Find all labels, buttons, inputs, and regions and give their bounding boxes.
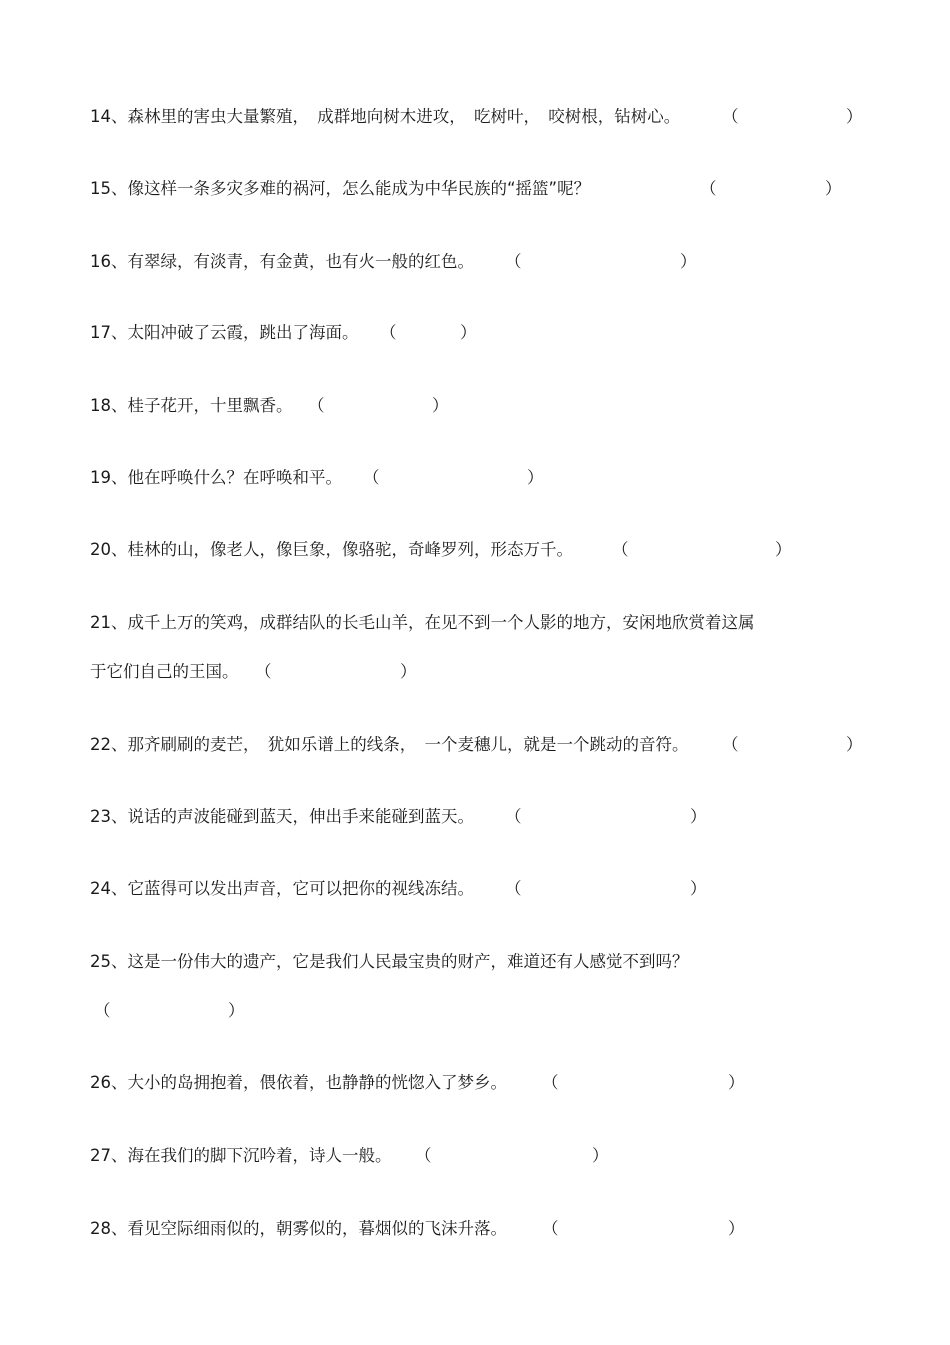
question-text: 海在我们的脚下沉吟着，诗人一般。 (127, 1146, 392, 1165)
answer-open-paren: （ (722, 107, 739, 126)
question-text: 它蓝得可以发出声音，它可以把你的视线冻结。 (127, 879, 474, 898)
answer-close-paren: ） (846, 735, 863, 754)
question-text: 他在呼唤什么？在呼唤和平。 (127, 468, 342, 487)
answer-open-paren: （ (415, 1146, 432, 1165)
question-text: 桂林的山，像老人，像巨象，像骆驼，奇峰罗列，形态万千。 (127, 540, 573, 559)
question-text: 成千上万的笑鸡，成群结队的长毛山羊，在见不到一个人影的地方，安闲地欣赏着这属 (127, 613, 755, 632)
answer-open-paren: （ (722, 735, 739, 754)
answer-close-paren: ） (728, 1219, 745, 1238)
question-20 (90, 538, 573, 562)
question-number: 28、 (90, 1219, 128, 1238)
question-number: 14、 (90, 107, 128, 126)
question-number: 21、 (90, 613, 128, 632)
question-28 (90, 1217, 507, 1241)
question-number: 18、 (90, 396, 128, 415)
question-text: 那齐刷刷的麦芒， 犹如乐谱上的线条， 一个麦穗儿，就是一个跳动的音符。 (127, 735, 689, 754)
question-21 (90, 611, 755, 635)
answer-open-paren: （ (542, 1073, 559, 1092)
question-22 (90, 733, 689, 757)
question-16 (90, 250, 474, 274)
question-24 (90, 877, 474, 901)
question-number: 15、 (90, 179, 128, 198)
answer-open-paren: （ (363, 468, 380, 487)
question-number: 16、 (90, 252, 128, 271)
question-26 (90, 1071, 507, 1095)
question-number: 17、 (90, 323, 128, 342)
question-14 (90, 105, 680, 129)
answer-close-paren: ） (592, 1146, 609, 1165)
question-text: 森林里的害虫大量繁殖， 成群地向树木进攻， 吃树叶， 咬树根，钻树心。 (127, 107, 681, 126)
question-27 (90, 1144, 392, 1168)
answer-open-paren: （ (542, 1219, 559, 1238)
question-text: 太阳冲破了云霞，跳出了海面。 (127, 323, 359, 342)
question-23 (90, 805, 474, 829)
answer-open-paren: （ (612, 540, 629, 559)
question-number: 19、 (90, 468, 128, 487)
question-21-continuation: 于它们自己的王国。 (90, 662, 239, 681)
answer-close-paren: ） (775, 540, 792, 559)
answer-open-paren: （ (505, 252, 522, 271)
question-19 (90, 466, 342, 490)
question-number: 20、 (90, 540, 128, 559)
answer-close-paren: ） (680, 252, 697, 271)
answer-close-paren: ） (846, 107, 863, 126)
question-number: 26、 (90, 1073, 128, 1092)
answer-close-paren: ） (527, 468, 544, 487)
question-number: 27、 (90, 1146, 128, 1165)
answer-close-paren: ） (690, 807, 707, 826)
answer-open-paren: （ (505, 879, 522, 898)
question-number: 23、 (90, 807, 128, 826)
question-text: 有翠绿，有淡青，有金黄，也有火一般的红色。 (127, 252, 474, 271)
answer-close-paren: ） (825, 179, 842, 198)
answer-close-paren: ） (400, 662, 417, 681)
answer-open-paren: （ (505, 807, 522, 826)
question-text: 桂子花开，十里飘香。 (127, 396, 293, 415)
question-text: 看见空际细雨似的，朝雾似的，暮烟似的飞沫升落。 (127, 1219, 507, 1238)
answer-close-paren: ） (460, 323, 477, 342)
question-17 (90, 321, 359, 345)
answer-open-paren: （ (308, 396, 325, 415)
question-18 (90, 394, 293, 418)
answer-close-paren: ） (432, 396, 449, 415)
question-text: 像这样一条多灾多难的祸河，怎么能成为中华民族的“摇篮”呢？ (127, 179, 591, 198)
question-number: 25、 (90, 952, 128, 971)
answer-open-paren: （ (94, 1001, 111, 1020)
question-25 (90, 950, 689, 974)
question-15 (90, 177, 590, 201)
answer-open-paren: （ (700, 179, 717, 198)
answer-open-paren: （ (380, 323, 397, 342)
question-number: 24、 (90, 879, 128, 898)
question-number: 22、 (90, 735, 128, 754)
answer-close-paren: ） (228, 1001, 245, 1020)
question-text: 这是一份伟大的遗产，它是我们人民最宝贵的财产，难道还有人感觉不到吗？ (127, 952, 689, 971)
question-text: 说话的声波能碰到蓝天，伸出手来能碰到蓝天。 (127, 807, 474, 826)
answer-open-paren: （ (255, 662, 272, 681)
answer-close-paren: ） (690, 879, 707, 898)
question-text: 大小的岛拥抱着，偎依着，也静静的恍惚入了梦乡。 (127, 1073, 507, 1092)
answer-close-paren: ） (728, 1073, 745, 1092)
